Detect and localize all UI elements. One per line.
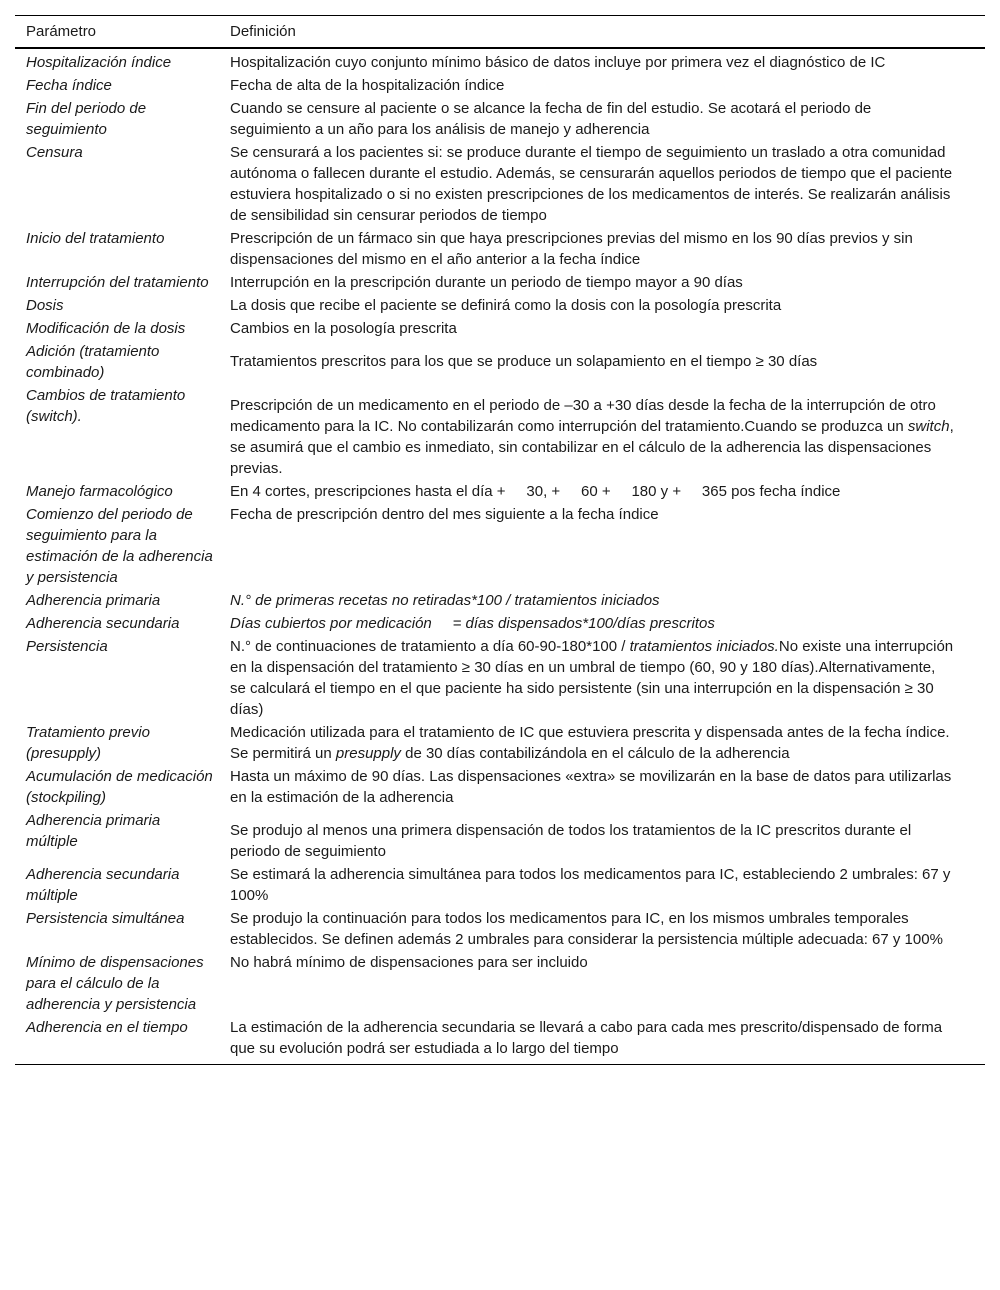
row-param: Persistencia simultánea: [26, 910, 185, 927]
row-definition: Fecha de alta de la hospitalización índice: [230, 77, 505, 94]
row-param: Adherencia secundaria: [26, 615, 180, 632]
definition-term: presupply: [335, 745, 401, 762]
row-definition: En 4 cortes, prescripciones hasta el día + 30, + 60 + 180 y + 365 pos fecha índice: [230, 483, 841, 500]
table-row: [15, 765, 985, 809]
row-definition: N.° de primeras recetas no retiradas*100 / tratamientos iniciados: [230, 592, 660, 609]
table-row: [15, 48, 985, 74]
definitions-table: [15, 15, 985, 1065]
definition-text: de 30 días contabilizándola en el cálculo de la adherencia: [400, 745, 790, 762]
row-param: Mínimo de dispensaciones para el cálculo de la adherencia y persistencia: [26, 954, 204, 1013]
table-row: [15, 97, 985, 141]
row-definition: Hasta un máximo de 90 días. Las dispensaciones «extra» se movilizarán en la base de datos para utilizarlas en la estimación de la adherencia: [230, 768, 952, 806]
row-param: Manejo farmacológico: [26, 483, 173, 500]
definition-text: No existe una interrupción en la dispensación del tratamiento ≥ 30 días en un umbral de tiempo (60, 90 y 180 días).Alternativamente, se calculará el tiempo en el que paciente ha sido persistente (sin una interrupción en la dispensación ≥ 30 días): [230, 638, 954, 718]
table-row: [15, 907, 985, 951]
table-row: [15, 635, 985, 721]
table-row: [15, 589, 985, 612]
table-row: [15, 612, 985, 635]
row-definition: [219, 635, 985, 721]
row-definition: Cambios en la posología prescrita: [230, 320, 457, 337]
row-param: Adherencia en el tiempo: [26, 1019, 188, 1036]
table-row: [15, 294, 985, 317]
definition-text: N.° de continuaciones de tratamiento a día 60-90-180*100 /: [230, 638, 630, 655]
table-body: [15, 48, 985, 1065]
definitions-table-container: [15, 15, 985, 1065]
definition-text: Prescripción de un medicamento en el periodo de –30 a +30 días desde la fecha de la interrupción de otro medicamento para la IC. No contabilizarán como interrupción del tratamiento.Cuando se produzca un: [230, 397, 936, 435]
table-row: [15, 809, 985, 863]
table-row: [15, 317, 985, 340]
table-row: [15, 141, 985, 227]
definition-term: tratamientos iniciados.: [629, 638, 779, 655]
header-parametro: Parámetro: [26, 23, 97, 40]
row-definition: [219, 721, 985, 765]
table-row: [15, 384, 985, 480]
row-definition: Se estimará la adherencia simultánea para todos los medicamentos para IC, estableciendo 2 umbrales: 67 y 100%: [230, 866, 951, 904]
row-param: Comienzo del periodo de seguimiento para la estimación de la adherencia y persistencia: [26, 506, 213, 586]
row-param: Adherencia primaria múltiple: [26, 812, 161, 850]
row-definition: La dosis que recibe el paciente se definirá como la dosis con la posología prescrita: [230, 297, 782, 314]
table-row: [15, 863, 985, 907]
row-definition: Se produjo al menos una primera dispensación de todos los tratamientos de la IC prescritos durante el periodo de seguimiento: [230, 822, 912, 860]
row-definition: No habrá mínimo de dispensaciones para ser incluido: [230, 954, 588, 971]
row-param: Inicio del tratamiento: [26, 230, 165, 247]
row-definition: Cuando se censure al paciente o se alcance la fecha de fin del estudio. Se acotará el periodo de seguimiento a un año para los análisis de manejo y adherencia: [230, 100, 872, 138]
row-param: Adherencia secundaria múltiple: [26, 866, 180, 904]
definition-term: switch: [907, 418, 950, 435]
row-param: Fin del periodo de seguimiento: [26, 100, 147, 138]
row-param: Censura: [26, 144, 83, 161]
row-definition: Fecha de prescripción dentro del mes siguiente a la fecha índice: [230, 506, 659, 523]
table-row: [15, 480, 985, 503]
table-row: [15, 227, 985, 271]
row-param: Fecha índice: [26, 77, 112, 94]
row-param: Tratamiento previo (presupply): [26, 724, 150, 762]
row-definition: Se censurará a los pacientes si: se produce durante el tiempo de seguimiento un traslado a otra comunidad autónoma o fallecen durante el estudio. Además, se censurarán aquellos periodos de tiempo que el paciente estuviera hospitalizado o si no existen prescripciones de los medicamentos de interés. Se realizarán análisis de sensibilidad sin censurar periodos de tiempo: [230, 144, 953, 224]
row-definition: Días cubiertos por medicación = días dispensados*100/días prescritos: [230, 615, 715, 632]
definition-text: Medicación utilizada para el tratamiento de IC que estuviera prescrita y dispensada antes de la fecha índice. Se permitirá un: [230, 724, 950, 762]
row-param: Dosis: [26, 297, 64, 314]
header-row: [15, 16, 985, 49]
row-param: Modificación de la dosis: [26, 320, 186, 337]
row-definition: Prescripción de un fármaco sin que haya prescripciones previas del mismo en los 90 días previos y sin dispensaciones del mismo en el año anterior a la fecha índice: [230, 230, 913, 268]
row-definition: Hospitalización cuyo conjunto mínimo básico de datos incluye por primera vez el diagnóstico de IC: [230, 54, 886, 71]
table-row: [15, 721, 985, 765]
table-header: [15, 16, 985, 49]
table-row: [15, 1016, 985, 1065]
table-row: [15, 951, 985, 1016]
header-definicion: Definición: [230, 23, 296, 40]
row-definition: Se produjo la continuación para todos los medicamentos para IC, en los mismos umbrales temporales establecidos. Se definen además 2 umbrales para considerar la persistencia múltiple adecuada: 67 y 100%: [230, 910, 943, 948]
row-param: Persistencia: [26, 638, 108, 655]
row-param: Acumulación de medicación (stockpiling): [26, 768, 213, 806]
row-param: Cambios de tratamiento (switch).: [26, 387, 186, 425]
table-row: [15, 74, 985, 97]
table-row: [15, 271, 985, 294]
row-param: Adherencia primaria: [26, 592, 161, 609]
row-param: Interrupción del tratamiento: [26, 274, 209, 291]
definition-text: , se asumirá que el cambio es inmediato, sin contabilizar en el cálculo de la adherencia las dispensaciones previas.: [230, 418, 954, 477]
table-row: [15, 503, 985, 589]
row-param: Adición (tratamiento combinado): [26, 343, 160, 381]
row-param: Hospitalización índice: [26, 54, 172, 71]
row-definition: La estimación de la adherencia secundaria se llevará a cabo para cada mes prescrito/dispensado de forma que su evolución podrá ser estudiada a lo largo del tiempo: [230, 1019, 943, 1057]
table-row: [15, 340, 985, 384]
row-definition: Tratamientos prescritos para los que se produce un solapamiento en el tiempo ≥ 30 días: [230, 353, 818, 370]
row-definition: [219, 384, 985, 480]
row-definition: Interrupción en la prescripción durante un periodo de tiempo mayor a 90 días: [230, 274, 743, 291]
